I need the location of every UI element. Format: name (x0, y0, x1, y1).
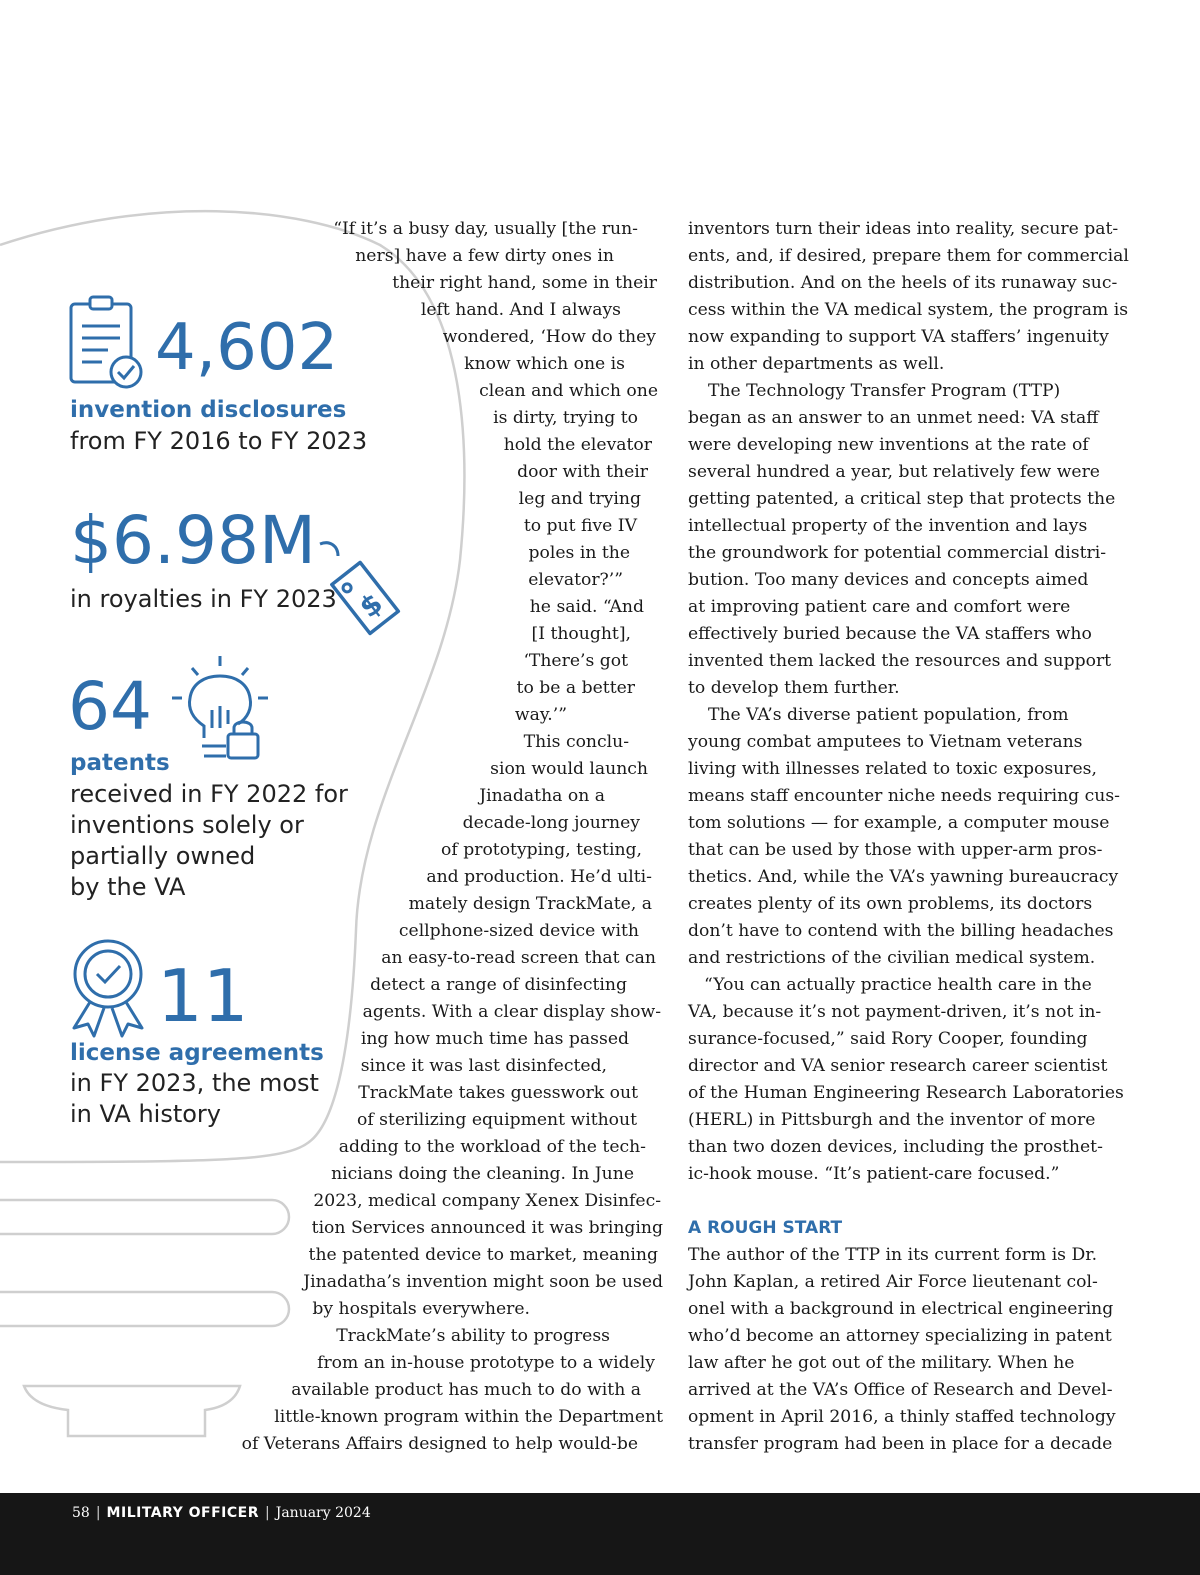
svg-text:$: $ (353, 586, 389, 625)
article-line: adding to the workload of the tech- (338, 1137, 646, 1157)
article-line: living with illnesses related to toxic exposures, (688, 759, 1097, 779)
article-line: young combat amputees to Vietnam veterans (688, 732, 1083, 752)
article-line: know which one is (464, 354, 625, 374)
article-line: clean and which one (479, 381, 658, 401)
article-line: is dirty, trying to (493, 408, 638, 428)
article-line: left hand. And I always (420, 300, 621, 320)
article-line: tion Services announced it was bringing (311, 1218, 663, 1238)
article-line: the patented device to market, meaning (308, 1245, 658, 1265)
article-line: bution. Too many devices and concepts aimed (688, 570, 1089, 590)
article-line: he said. “And (529, 597, 644, 617)
stat-description-line: inventions solely or (70, 811, 304, 839)
article-line: “If it’s a busy day, usually [the run- (333, 219, 638, 239)
article-line: law after he got out of the military. When he (688, 1353, 1075, 1373)
article-line: arrived at the VA’s Office of Research and Devel- (688, 1380, 1113, 1400)
article-line: of the Human Engineering Research Laboratories (688, 1083, 1124, 1103)
article-line: who’d become an attorney specializing in patent (688, 1326, 1112, 1346)
stat-description-line: in royalties in FY 2023 (70, 585, 337, 613)
article-line: VA, because it’s not payment-driven, it’s not in- (688, 1002, 1102, 1022)
article-line: cellphone-sized device with (398, 921, 639, 941)
article-line: now expanding to support VA staffers’ ingenuity (688, 327, 1109, 347)
article-line: ents, and, if desired, prepare them for commercial (688, 246, 1129, 266)
article-line: wondered, ‘How do they (442, 327, 656, 347)
article-line: leg and trying (518, 489, 641, 509)
stat-patents-description (70, 779, 348, 903)
article-line: began as an answer to an unmet need: VA staff (688, 408, 1099, 428)
article-line: TrackMate takes guesswork out (358, 1083, 638, 1103)
article-line: of Veterans Affairs designed to help would-be (241, 1434, 638, 1454)
article-line: decade-long journey (462, 813, 640, 833)
article-line: creates plenty of its own problems, its doctors (688, 894, 1093, 914)
stat-license-agreements-number: 11 (157, 954, 249, 1038)
article-line: and restrictions of the civilian medical system. (688, 948, 1096, 968)
article-line: way.’” (514, 705, 567, 725)
article-line: their right hand, some in their (392, 273, 657, 293)
article-line: effectively buried because the VA staffers who (688, 624, 1092, 644)
article-line: cess within the VA medical system, the program is (688, 300, 1129, 320)
article-line: of sterilizing equipment without (356, 1110, 637, 1130)
stat-description-line: by the VA (70, 873, 186, 901)
footer-separator: | (95, 1505, 101, 1521)
clipboard-check-icon (68, 294, 152, 390)
issue-date: January 2024 (275, 1505, 371, 1521)
article-line: poles in the (528, 543, 630, 563)
article-line: of prototyping, testing, (441, 840, 642, 860)
article-line: (HERL) in Pittsburgh and the inventor of more (688, 1110, 1096, 1130)
article-line: at improving patient care and comfort were (688, 597, 1071, 617)
stat-invention-disclosures-number: 4,602 (155, 311, 339, 385)
page-footer (0, 1493, 1200, 1575)
article-line: mately design TrackMate, a (408, 894, 652, 914)
article-line: The author of the TTP in its current form is Dr. (688, 1245, 1098, 1265)
article-line: door with their (517, 462, 648, 482)
article-line: in other departments as well. (688, 354, 945, 374)
article-line: Jinadatha on a (479, 786, 605, 806)
article-line: don’t have to contend with the billing headaches (688, 921, 1114, 941)
stat-patents-number: 64 (68, 668, 152, 745)
article-line: John Kaplan, a retired Air Force lieutenant col- (688, 1272, 1098, 1292)
article-line: tom solutions — for example, a computer mouse (688, 813, 1110, 833)
footer-folio (72, 1505, 371, 1522)
article-line: ners] have a few dirty ones in (355, 246, 614, 266)
article-line: ing how much time has passed (360, 1029, 629, 1049)
article-line: intellectual property of the invention and lays (688, 516, 1088, 536)
stat-license-agreements-description (70, 1068, 319, 1130)
article-line: The VA’s diverse patient population, from (708, 705, 1069, 725)
stat-invention-disclosures-heading: invention disclosures (70, 397, 347, 423)
article-line: onel with a background in electrical engineering (688, 1299, 1114, 1319)
article-line: means staff encounter niche needs requiring cus- (688, 786, 1120, 806)
stat-patents-heading: patents (70, 750, 170, 776)
article-line: hold the elevator (503, 435, 652, 455)
article-line: Jinadatha’s invention might soon be used (303, 1272, 663, 1292)
article-line: getting patented, a critical step that protects the (688, 489, 1116, 509)
article-line: since it was last disinfected, (360, 1056, 607, 1076)
article-line: surance-focused,” said Rory Cooper, founding (688, 1029, 1088, 1049)
article-line: This conclu- (523, 732, 629, 752)
article-line: elevator?’” (528, 570, 623, 590)
stat-invention-disclosures-description (70, 426, 367, 457)
article-line: 2023, medical company Xenex Disinfec- (313, 1191, 661, 1211)
article-line: sion would launch (490, 759, 648, 779)
stat-description-line: in VA history (70, 1100, 221, 1128)
article-line: to be a better (516, 678, 635, 698)
stat-description-line: received in FY 2022 for (70, 780, 348, 808)
article-line: nicians doing the cleaning. In June (331, 1164, 634, 1184)
award-ribbon-icon (68, 936, 150, 1038)
lightbulb-lock-icon (168, 654, 274, 774)
article-line: thetics. And, while the VA’s yawning bureaucracy (688, 867, 1119, 887)
article-line: from an in-house prototype to a widely (317, 1353, 655, 1373)
article-line: that can be used by those with upper-arm pros- (688, 840, 1103, 860)
page-number: 58 (72, 1505, 90, 1521)
article-line: by hospitals everywhere. (312, 1299, 530, 1319)
article-line: agents. With a clear display show- (362, 1002, 661, 1022)
article-line: distribution. And on the heels of its runaway suc- (688, 273, 1118, 293)
article-line: the groundwork for potential commercial distri- (688, 543, 1107, 563)
article-line: an easy-to-read screen that can (381, 948, 656, 968)
stat-royalties-number: $6.98M (70, 502, 316, 579)
article-line: [I thought], (531, 624, 631, 644)
article-line: TrackMate’s ability to progress (336, 1326, 610, 1346)
article-line: transfer program had been in place for a decade (688, 1434, 1113, 1454)
article-line: several hundred a year, but relatively few were (688, 462, 1100, 482)
article-line: ‘There’s got (523, 651, 628, 671)
footer-separator: | (265, 1505, 270, 1521)
article-line: invented them lacked the resources and support (688, 651, 1112, 671)
stat-royalties-description (70, 584, 337, 615)
section-subhead: A ROUGH START (688, 1218, 843, 1238)
article-line: detect a range of disinfecting (370, 975, 627, 995)
stat-description-line: in FY 2023, the most (70, 1069, 319, 1097)
dollar-tag-icon (314, 538, 410, 638)
magazine-name: MILITARY OFFICER (106, 1505, 259, 1521)
stat-license-agreements-heading: license agreements (70, 1040, 324, 1066)
article-line: inventors turn their ideas into reality, secure pat- (688, 219, 1119, 239)
article-line: were developing new inventions at the rate of (688, 435, 1089, 455)
article-line: The Technology Transfer Program (TTP) (708, 381, 1061, 401)
stat-description-line: from FY 2016 to FY 2023 (70, 427, 368, 455)
article-line: opment in April 2016, a thinly staffed technology (688, 1407, 1116, 1427)
article-line: available product has much to do with a (291, 1380, 641, 1400)
article-line: ic-hook mouse. “It’s patient-care focused.” (688, 1164, 1060, 1184)
article-line: to put five IV (523, 516, 637, 536)
article-line: and production. He’d ulti- (426, 867, 652, 887)
article-line: than two dozen devices, including the prosthet- (688, 1137, 1103, 1157)
article-line: to develop them further. (688, 678, 900, 698)
article-line: little-known program within the Department (274, 1407, 663, 1427)
stat-description-line: partially owned (70, 842, 256, 870)
article-line: director and VA senior research career scientist (688, 1056, 1108, 1076)
article-line: “You can actually practice health care in the (704, 975, 1092, 995)
